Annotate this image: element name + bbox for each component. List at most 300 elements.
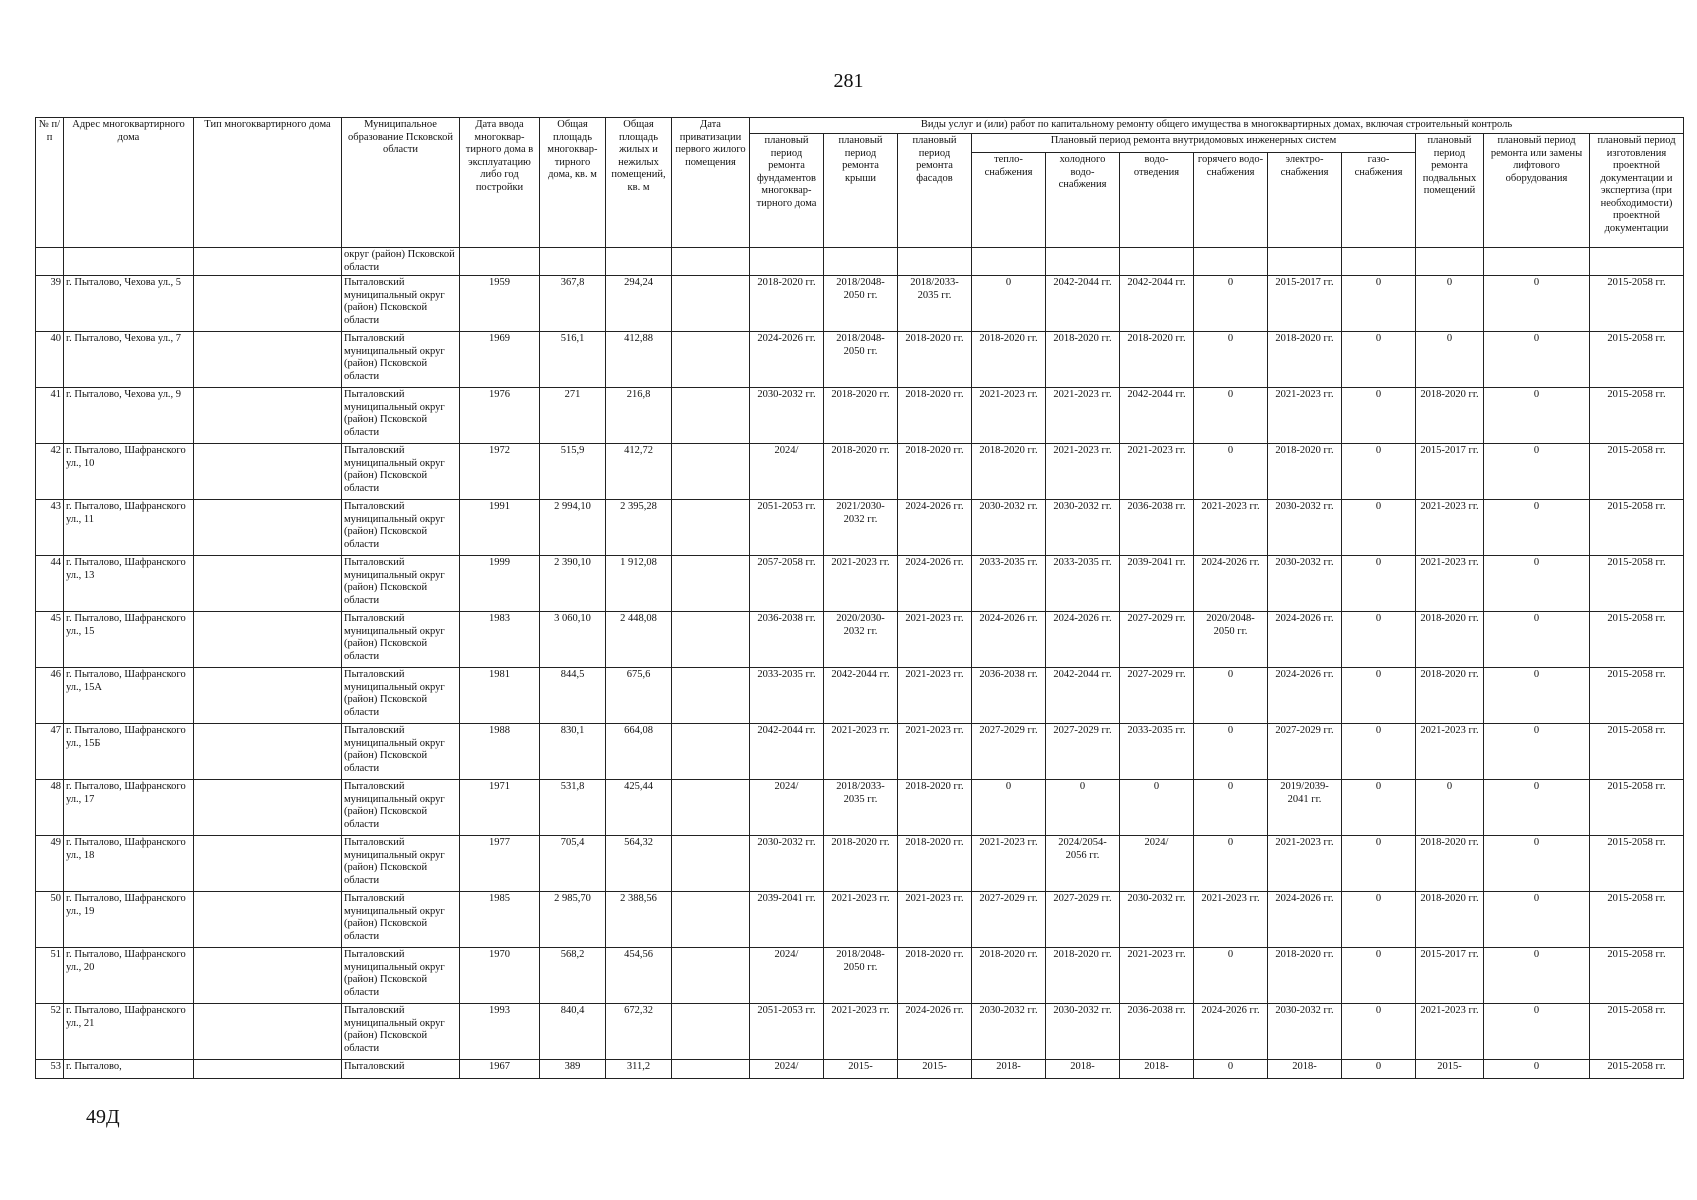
cell-elevator: 0 xyxy=(1484,892,1590,948)
cell-elec: 2018-2020 гг. xyxy=(1268,948,1342,1004)
cell-cold: 2021-2023 гг. xyxy=(1046,444,1120,500)
cell-heat: 2021-2023 гг. xyxy=(972,836,1046,892)
cell-foundation: 2030-2032 гг. xyxy=(750,836,824,892)
cell-type xyxy=(194,388,342,444)
cell-type xyxy=(194,892,342,948)
cell-total: 840,4 xyxy=(540,1004,606,1060)
cell-foundation: 2018-2020 гг. xyxy=(750,276,824,332)
cell-elevator: 0 xyxy=(1484,388,1590,444)
header-design-docs: плановый период изготовления проектной документации и экспертиза (при необходимости) проектной документации xyxy=(1590,134,1684,248)
cell-living: 454,56 xyxy=(606,948,672,1004)
table-row xyxy=(36,836,1684,892)
cell-num: 39 xyxy=(36,276,64,332)
cell-priv xyxy=(672,836,750,892)
cell-cold: 2018-2020 гг. xyxy=(1046,948,1120,1004)
header-electric: электро-снабжения xyxy=(1268,153,1342,248)
header-sewer: водо-отведения xyxy=(1120,153,1194,248)
cell-type xyxy=(194,1060,342,1079)
cell-municipality: Пыталовский муниципальный округ (район) Псковской области xyxy=(342,724,460,780)
cell-total: 389 xyxy=(540,1060,606,1079)
cell-foundation: 2030-2032 гг. xyxy=(750,388,824,444)
table-row xyxy=(36,668,1684,724)
cell-hot: 2021-2023 гг. xyxy=(1194,892,1268,948)
cell-roof: 2015- xyxy=(824,1060,898,1079)
cell-municipality: Пыталовский муниципальный округ (район) Псковской области xyxy=(342,612,460,668)
cell-roof: 2021-2023 гг. xyxy=(824,892,898,948)
cell-type xyxy=(194,276,342,332)
cell-facade: 2018-2020 гг. xyxy=(898,388,972,444)
cell-priv xyxy=(672,444,750,500)
cell-type xyxy=(194,332,342,388)
cell-municipality: Пыталовский муниципальный округ (район) Псковской области xyxy=(342,276,460,332)
cell-municipality: Пыталовский муниципальный округ (район) Псковской области xyxy=(342,892,460,948)
cell-heat: 2018-2020 гг. xyxy=(972,948,1046,1004)
cell-gas: 0 xyxy=(1342,1060,1416,1079)
cell-elec: 2030-2032 гг. xyxy=(1268,500,1342,556)
cell-living: 412,72 xyxy=(606,444,672,500)
cell-priv xyxy=(672,724,750,780)
cell-address: г. Пыталово, Чехова ул., 7 xyxy=(64,332,194,388)
cell-total: 2 994,10 xyxy=(540,500,606,556)
cell-design: 2015-2058 гг. xyxy=(1590,556,1684,612)
cell-total: 515,9 xyxy=(540,444,606,500)
cell-elec: 2030-2032 гг. xyxy=(1268,556,1342,612)
cell-municipality: Пыталовский муниципальный округ (район) Псковской области xyxy=(342,668,460,724)
cell-facade: 2021-2023 гг. xyxy=(898,892,972,948)
cell-hot: 0 xyxy=(1194,444,1268,500)
cell-basement: 2015- xyxy=(1416,1060,1484,1079)
cell-address: г. Пыталово, Шафранского ул., 15А xyxy=(64,668,194,724)
cell-sewer: 2027-2029 гг. xyxy=(1120,668,1194,724)
cell-heat: 2030-2032 гг. xyxy=(972,1004,1046,1060)
cell-sewer: 2039-2041 гг. xyxy=(1120,556,1194,612)
cell-priv xyxy=(672,500,750,556)
cell-heat: 2021-2023 гг. xyxy=(972,388,1046,444)
cell-cold: 2024-2026 гг. xyxy=(1046,612,1120,668)
cell-num: 41 xyxy=(36,388,64,444)
cell-elec: 2019/2039-2041 гг. xyxy=(1268,780,1342,836)
cell-basement: 2021-2023 гг. xyxy=(1416,556,1484,612)
cell-roof: 2021-2023 гг. xyxy=(824,1004,898,1060)
cell-cold: 2024/2054-2056 гг. xyxy=(1046,836,1120,892)
cell-hot: 0 xyxy=(1194,332,1268,388)
cell-foundation: 2057-2058 гг. xyxy=(750,556,824,612)
table-row xyxy=(36,1004,1684,1060)
cell-sewer: 2036-2038 гг. xyxy=(1120,1004,1194,1060)
cell-priv xyxy=(672,388,750,444)
cell-cold: 2018-2020 гг. xyxy=(1046,332,1120,388)
cell-basement: 2021-2023 гг. xyxy=(1416,500,1484,556)
cell-cold: 2027-2029 гг. xyxy=(1046,724,1120,780)
cell-type xyxy=(194,1004,342,1060)
cell-address: г. Пыталово, Шафранского ул., 15 xyxy=(64,612,194,668)
cell-sewer: 2021-2023 гг. xyxy=(1120,948,1194,1004)
cell-facade: 2024-2026 гг. xyxy=(898,1004,972,1060)
header-address: Адрес многоквартирного дома xyxy=(64,118,194,248)
cell-num: 48 xyxy=(36,780,64,836)
cell-design: 2015-2058 гг. xyxy=(1590,276,1684,332)
cell-municipality: Пыталовский муниципальный округ (район) Псковской области xyxy=(342,780,460,836)
cell-total: 516,1 xyxy=(540,332,606,388)
cell-gas: 0 xyxy=(1342,388,1416,444)
cell-address: г. Пыталово, Шафранского ул., 13 xyxy=(64,556,194,612)
cell-year: 1999 xyxy=(460,556,540,612)
cell-total: 3 060,10 xyxy=(540,612,606,668)
capital-repair-table xyxy=(35,117,1684,1079)
cell-elevator: 0 xyxy=(1484,668,1590,724)
footer-code: 49Д xyxy=(86,1106,120,1128)
cell-gas: 0 xyxy=(1342,276,1416,332)
cell-address: г. Пыталово, Шафранского ул., 18 xyxy=(64,836,194,892)
table-row xyxy=(36,500,1684,556)
cell-heat: 2018- xyxy=(972,1060,1046,1079)
cell-elevator: 0 xyxy=(1484,500,1590,556)
cell-elevator: 0 xyxy=(1484,612,1590,668)
cell-sewer: 2033-2035 гг. xyxy=(1120,724,1194,780)
cell-design: 2015-2058 гг. xyxy=(1590,1004,1684,1060)
cell-living: 1 912,08 xyxy=(606,556,672,612)
cell-num: 46 xyxy=(36,668,64,724)
header-facade: плановый период ремонта фасадов xyxy=(898,134,972,248)
cell-hot: 0 xyxy=(1194,388,1268,444)
cell-priv xyxy=(672,556,750,612)
cell-municipality: Пыталовский муниципальный округ (район) Псковской области xyxy=(342,1004,460,1060)
cell-basement: 2018-2020 гг. xyxy=(1416,892,1484,948)
cell-elevator: 0 xyxy=(1484,780,1590,836)
cell-sewer: 2030-2032 гг. xyxy=(1120,892,1194,948)
header-basement: плановый период ремонта подвальных помещений xyxy=(1416,134,1484,248)
cell-basement: 0 xyxy=(1416,276,1484,332)
cell-facade: 2018-2020 гг. xyxy=(898,444,972,500)
cell-address: г. Пыталово, Шафранского ул., 19 xyxy=(64,892,194,948)
cell-design: 2015-2058 гг. xyxy=(1590,500,1684,556)
table-row xyxy=(36,556,1684,612)
table-row xyxy=(36,612,1684,668)
cell-facade: 2018-2020 гг. xyxy=(898,836,972,892)
table-row xyxy=(36,780,1684,836)
cell-elec: 2024-2026 гг. xyxy=(1268,668,1342,724)
cell-basement: 2015-2017 гг. xyxy=(1416,948,1484,1004)
cell-year: 1988 xyxy=(460,724,540,780)
table-row xyxy=(36,948,1684,1004)
table-row xyxy=(36,724,1684,780)
cell-design: 2015-2058 гг. xyxy=(1590,612,1684,668)
cell-elec: 2018- xyxy=(1268,1060,1342,1079)
table-row xyxy=(36,892,1684,948)
cell-gas: 0 xyxy=(1342,892,1416,948)
cell-gas: 0 xyxy=(1342,1004,1416,1060)
header-commission-date: Дата ввода многоквар-тирного дома в эксплуатацию либо год постройки xyxy=(460,118,540,248)
cell-hot: 0 xyxy=(1194,724,1268,780)
cell-priv xyxy=(672,276,750,332)
cell-roof: 2018/2048-2050 гг. xyxy=(824,332,898,388)
cell-address: г. Пыталово, Чехова ул., 5 xyxy=(64,276,194,332)
cell-elec: 2021-2023 гг. xyxy=(1268,388,1342,444)
cell-sewer: 2018- xyxy=(1120,1060,1194,1079)
cell-facade: 2015- xyxy=(898,1060,972,1079)
cell-year: 1981 xyxy=(460,668,540,724)
cell-year: 1972 xyxy=(460,444,540,500)
cell-municipality: Пыталовский муниципальный округ (район) Псковской области xyxy=(342,444,460,500)
cell-hot: 0 xyxy=(1194,1060,1268,1079)
header-elevator: плановый период ремонта или замены лифтового оборудования xyxy=(1484,134,1590,248)
cell-basement: 2021-2023 гг. xyxy=(1416,724,1484,780)
cell-living: 672,32 xyxy=(606,1004,672,1060)
cell-municipality: Пыталовский муниципальный округ (район) Псковской области xyxy=(342,332,460,388)
cell-municipality: Пыталовский муниципальный округ (район) Псковской области xyxy=(342,948,460,1004)
cell-facade: 2018-2020 гг. xyxy=(898,948,972,1004)
cell-gas: 0 xyxy=(1342,332,1416,388)
table-row xyxy=(36,276,1684,332)
cell-living: 425,44 xyxy=(606,780,672,836)
cell-facade: 2018/2033-2035 гг. xyxy=(898,276,972,332)
cell-elec: 2018-2020 гг. xyxy=(1268,444,1342,500)
cell-elevator: 0 xyxy=(1484,332,1590,388)
cell-type xyxy=(194,556,342,612)
cell-basement: 2018-2020 гг. xyxy=(1416,388,1484,444)
cell-living: 412,88 xyxy=(606,332,672,388)
cell-living: 564,32 xyxy=(606,836,672,892)
cell-elec: 2024-2026 гг. xyxy=(1268,892,1342,948)
cell-heat: 2033-2035 гг. xyxy=(972,556,1046,612)
header-roof: плановый период ремонта крыши xyxy=(824,134,898,248)
cell-facade: 2018-2020 гг. xyxy=(898,780,972,836)
cell-hot: 2020/2048-2050 гг. xyxy=(1194,612,1268,668)
table-row xyxy=(36,388,1684,444)
cell-address: г. Пыталово, Шафранского ул., 11 xyxy=(64,500,194,556)
cell-total: 705,4 xyxy=(540,836,606,892)
cell-elevator: 0 xyxy=(1484,1004,1590,1060)
cell-municipality: Пыталовский муниципальный округ (район) Псковской области xyxy=(342,836,460,892)
cell-cold: 0 xyxy=(1046,780,1120,836)
cell-foundation: 2033-2035 гг. xyxy=(750,668,824,724)
cell-roof: 2018-2020 гг. xyxy=(824,388,898,444)
cell-cold: 2030-2032 гг. xyxy=(1046,500,1120,556)
cell-foundation: 2024/ xyxy=(750,948,824,1004)
cell-num: 52 xyxy=(36,1004,64,1060)
cell-roof: 2021-2023 гг. xyxy=(824,724,898,780)
cell-heat: 2036-2038 гг. xyxy=(972,668,1046,724)
cell-hot: 2024-2026 гг. xyxy=(1194,1004,1268,1060)
cell-basement: 2015-2017 гг. xyxy=(1416,444,1484,500)
cell-address: г. Пыталово, Чехова ул., 9 xyxy=(64,388,194,444)
cell-year: 1970 xyxy=(460,948,540,1004)
cell-sewer: 0 xyxy=(1120,780,1194,836)
cell-cold: 2027-2029 гг. xyxy=(1046,892,1120,948)
cell-living: 2 388,56 xyxy=(606,892,672,948)
cell-num: 53 xyxy=(36,1060,64,1079)
cell-foundation: 2042-2044 гг. xyxy=(750,724,824,780)
cell-foundation: 2024-2026 гг. xyxy=(750,332,824,388)
cell-type xyxy=(194,724,342,780)
cell-elec: 2030-2032 гг. xyxy=(1268,1004,1342,1060)
header-living-area: Общая площадь жилых и нежилых помещений, кв. м xyxy=(606,118,672,248)
cell-facade: 2018-2020 гг. xyxy=(898,332,972,388)
header-engineering: Плановый период ремонта внутридомовых инженерных систем xyxy=(972,134,1416,153)
cell-year: 1991 xyxy=(460,500,540,556)
cell-cold: 2033-2035 гг. xyxy=(1046,556,1120,612)
cell-total: 568,2 xyxy=(540,948,606,1004)
cell-address: г. Пыталово, xyxy=(64,1060,194,1079)
cell-priv xyxy=(672,1004,750,1060)
cell-facade: 2024-2026 гг. xyxy=(898,500,972,556)
table-row xyxy=(36,444,1684,500)
table-row xyxy=(36,332,1684,388)
cell-living: 2 448,08 xyxy=(606,612,672,668)
cell-total: 367,8 xyxy=(540,276,606,332)
cell-gas: 0 xyxy=(1342,500,1416,556)
cell-priv xyxy=(672,1060,750,1079)
cell-design: 2015-2058 гг. xyxy=(1590,1060,1684,1079)
cell-roof: 2042-2044 гг. xyxy=(824,668,898,724)
cell-gas: 0 xyxy=(1342,780,1416,836)
cell-type xyxy=(194,780,342,836)
cell-year: 1967 xyxy=(460,1060,540,1079)
cell-sewer: 2024/ xyxy=(1120,836,1194,892)
cell-foundation: 2024/ xyxy=(750,780,824,836)
cell-num: 47 xyxy=(36,724,64,780)
cell-elec: 2027-2029 гг. xyxy=(1268,724,1342,780)
cell-address: г. Пыталово, Шафранского ул., 10 xyxy=(64,444,194,500)
cell-municipality: Пыталовский муниципальный округ (район) Псковской области xyxy=(342,500,460,556)
cell-num: 42 xyxy=(36,444,64,500)
cell-num: 43 xyxy=(36,500,64,556)
cell-elevator: 0 xyxy=(1484,556,1590,612)
cell-hot: 0 xyxy=(1194,780,1268,836)
cell-facade: 2021-2023 гг. xyxy=(898,612,972,668)
cell-living: 216,8 xyxy=(606,388,672,444)
cell-roof: 2018/2048-2050 гг. xyxy=(824,948,898,1004)
cell-hot: 0 xyxy=(1194,668,1268,724)
cell-type xyxy=(194,612,342,668)
cell-num: 50 xyxy=(36,892,64,948)
continuation-row xyxy=(36,248,1684,276)
cell-municipality: Пыталовский муниципальный округ (район) Псковской области xyxy=(342,556,460,612)
cell-municipality: Пыталовский xyxy=(342,1060,460,1079)
cell-roof: 2020/2030-2032 гг. xyxy=(824,612,898,668)
cell-living: 294,24 xyxy=(606,276,672,332)
cell-sewer: 2021-2023 гг. xyxy=(1120,444,1194,500)
cell-elevator: 0 xyxy=(1484,724,1590,780)
cell-type xyxy=(194,836,342,892)
header-hot-water: горячего водо-снабжения xyxy=(1194,153,1268,248)
cell-elevator: 0 xyxy=(1484,948,1590,1004)
cell-num: 40 xyxy=(36,332,64,388)
cell-gas: 0 xyxy=(1342,836,1416,892)
cell-year: 1977 xyxy=(460,836,540,892)
cell-address: г. Пыталово, Шафранского ул., 17 xyxy=(64,780,194,836)
cell-type xyxy=(194,948,342,1004)
cell-elevator: 0 xyxy=(1484,276,1590,332)
cell-priv xyxy=(672,332,750,388)
header-total-area: Общая площадь многоквар-тирного дома, кв. м xyxy=(540,118,606,248)
cell-cold: 2042-2044 гг. xyxy=(1046,276,1120,332)
cell-total: 271 xyxy=(540,388,606,444)
cell-hot: 0 xyxy=(1194,836,1268,892)
cell-foundation: 2051-2053 гг. xyxy=(750,500,824,556)
header-privatization-date: Дата приватизации первого жилого помещения xyxy=(672,118,750,248)
header-heat-supply: тепло-снабжения xyxy=(972,153,1046,248)
cell-num: 49 xyxy=(36,836,64,892)
header-foundation: плановый период ремонта фундаментов многоквар-тирного дома xyxy=(750,134,824,248)
cell-gas: 0 xyxy=(1342,668,1416,724)
cell-elevator: 0 xyxy=(1484,444,1590,500)
cell-sewer: 2042-2044 гг. xyxy=(1120,388,1194,444)
cell-num: 44 xyxy=(36,556,64,612)
cell-basement: 0 xyxy=(1416,332,1484,388)
header-num: № п/п xyxy=(36,118,64,248)
cell-heat: 0 xyxy=(972,780,1046,836)
cell-priv xyxy=(672,780,750,836)
cell-gas: 0 xyxy=(1342,556,1416,612)
header-works: Виды услуг и (или) работ по капитальному ремонту общего имущества в многоквартирных домах, включая строительный контроль xyxy=(750,118,1684,134)
cell-cold: 2030-2032 гг. xyxy=(1046,1004,1120,1060)
header-gas: газо-снабжения xyxy=(1342,153,1416,248)
cell-roof: 2018-2020 гг. xyxy=(824,444,898,500)
cell-basement: 2018-2020 гг. xyxy=(1416,668,1484,724)
cell-heat: 2030-2032 гг. xyxy=(972,500,1046,556)
cell-total: 531,8 xyxy=(540,780,606,836)
cell-design: 2015-2058 гг. xyxy=(1590,780,1684,836)
cell-gas: 0 xyxy=(1342,612,1416,668)
cell-year: 1993 xyxy=(460,1004,540,1060)
cell-year: 1959 xyxy=(460,276,540,332)
cell-hot: 2021-2023 гг. xyxy=(1194,500,1268,556)
cell-num: 51 xyxy=(36,948,64,1004)
cell-living: 675,6 xyxy=(606,668,672,724)
cell-design: 2015-2058 гг. xyxy=(1590,948,1684,1004)
cell-priv xyxy=(672,612,750,668)
cell-sewer: 2027-2029 гг. xyxy=(1120,612,1194,668)
cell-hot: 0 xyxy=(1194,948,1268,1004)
cell-elec: 2015-2017 гг. xyxy=(1268,276,1342,332)
cell-facade: 2024-2026 гг. xyxy=(898,556,972,612)
cell-hot: 2024-2026 гг. xyxy=(1194,556,1268,612)
cell-year: 1969 xyxy=(460,332,540,388)
cell-design: 2015-2058 гг. xyxy=(1590,332,1684,388)
cell-design: 2015-2058 гг. xyxy=(1590,668,1684,724)
cell-elec: 2024-2026 гг. xyxy=(1268,612,1342,668)
cell-roof: 2021-2023 гг. xyxy=(824,556,898,612)
cell-priv xyxy=(672,892,750,948)
cell-heat: 2024-2026 гг. xyxy=(972,612,1046,668)
cell-foundation: 2024/ xyxy=(750,444,824,500)
cell-priv xyxy=(672,668,750,724)
cell-total: 2 985,70 xyxy=(540,892,606,948)
cell-living: 311,2 xyxy=(606,1060,672,1079)
cell-address: г. Пыталово, Шафранского ул., 15Б xyxy=(64,724,194,780)
cell-priv xyxy=(672,948,750,1004)
cell-type xyxy=(194,668,342,724)
cell-basement: 2021-2023 гг. xyxy=(1416,1004,1484,1060)
cell-year: 1983 xyxy=(460,612,540,668)
cell-sewer: 2018-2020 гг. xyxy=(1120,332,1194,388)
cell-year: 1985 xyxy=(460,892,540,948)
cell-roof: 2018/2048-2050 гг. xyxy=(824,276,898,332)
cell-num: 45 xyxy=(36,612,64,668)
cell-total: 2 390,10 xyxy=(540,556,606,612)
cell-heat: 2018-2020 гг. xyxy=(972,444,1046,500)
cell-facade: 2021-2023 гг. xyxy=(898,668,972,724)
cell-gas: 0 xyxy=(1342,948,1416,1004)
cell-year: 1976 xyxy=(460,388,540,444)
cell-basement: 2018-2020 гг. xyxy=(1416,612,1484,668)
cell-roof: 2021/2030-2032 гг. xyxy=(824,500,898,556)
cell-elevator: 0 xyxy=(1484,1060,1590,1079)
cell-basement: 0 xyxy=(1416,780,1484,836)
cell-heat: 0 xyxy=(972,276,1046,332)
cell-sewer: 2036-2038 гг. xyxy=(1120,500,1194,556)
